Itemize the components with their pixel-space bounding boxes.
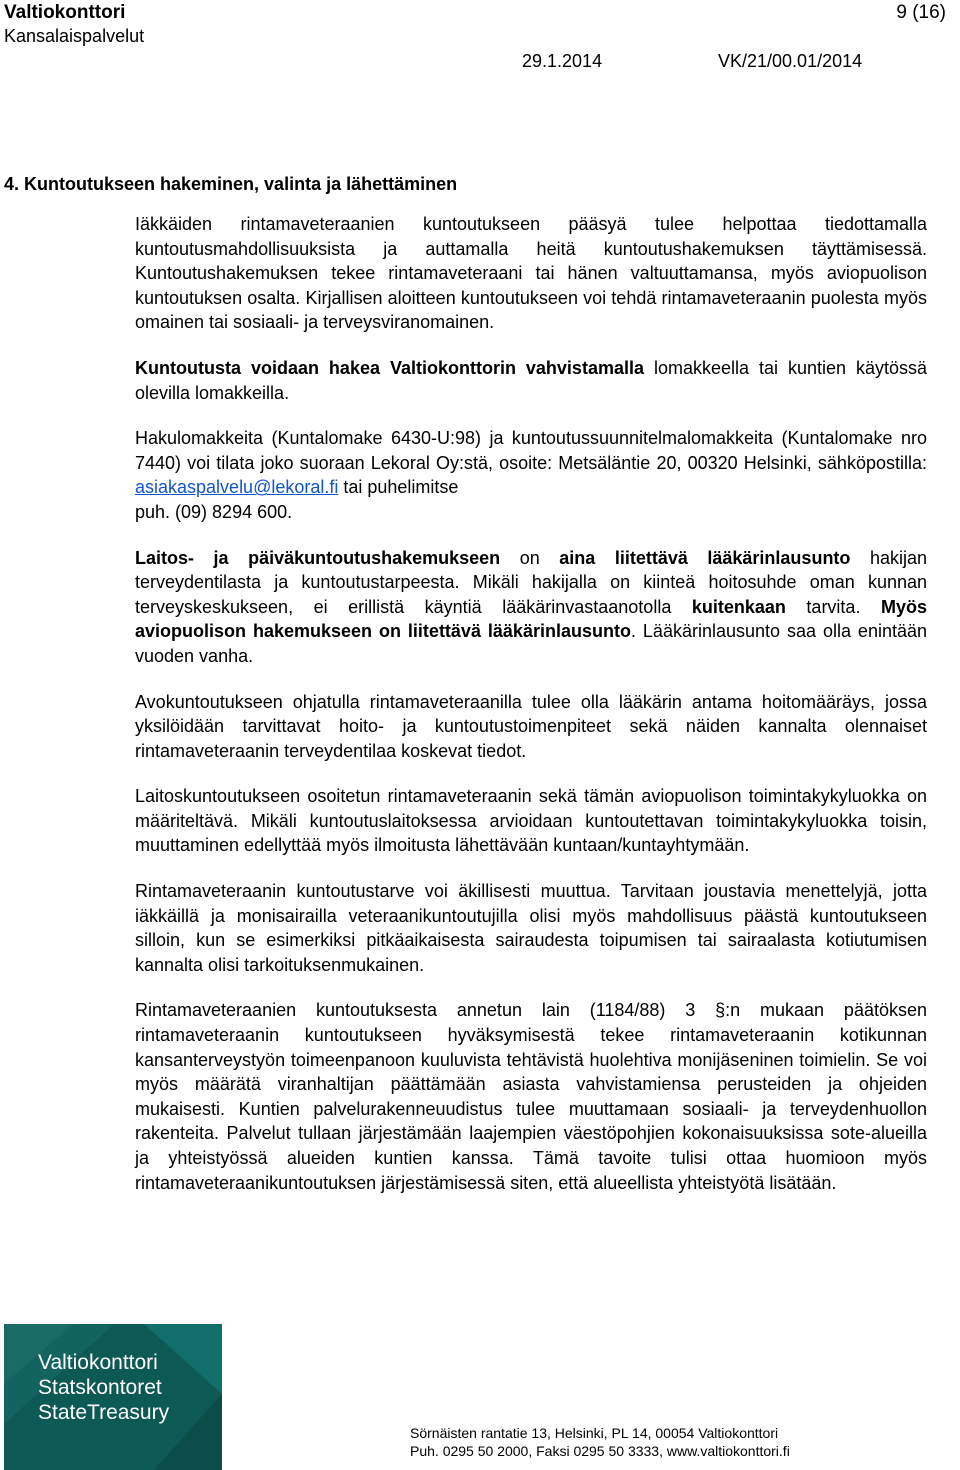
header-date: 29.1.2014 — [522, 51, 603, 71]
footer-address: Sörnäisten rantatie 13, Helsinki, PL 14, 00054 Valtiokonttori — [410, 1425, 779, 1441]
paragraph-2-bold: Kuntoutusta voidaan hakea Valtiokonttorin vahvistamalla — [135, 357, 644, 378]
page-number: 9 (16) — [896, 2, 946, 23]
paragraph-8: Rintamaveteraanien kuntoutuksesta annetun lain (1184/88) 3 §:n mukaan päätöksen rintamaveteraanin kuntoutukseen hyväksymisestä tekee rintamaveteraanin kotikunnan kansanterveystyön toimeenpanoon kuuluvista tehtävistä huolehtiva monijäseninen toimielin. Se voi myös määrätä viranhaltijan päättämään asiasta vahvistamiensa perusteiden ja ohjeiden mukaisesti. Kuntien palvelurakenneuudistus tulee muuttamaan sosiaali- ja terveydenhuollon rakenteita. Palvelut tullaan järjestämään laajempien väestöpohjien kokonaisuuksissa sote-alueilla ja yhteistyössä alueiden kuntien kanssa. Tämä tavoite tulisi ottaa huomioon myös rintamaveteraanikuntoutuksen järjestämisessä siten, että alueellista yhteistyötä lisätään. — [135, 1000, 927, 1193]
header-unit: Kansalaispalvelut — [4, 26, 145, 46]
paragraph-6: Laitoskuntoutukseen osoitetun rintamaveteraanin sekä tämän aviopuolison toimintakykyluokka on määriteltävä. Mikäli kuntoutuslaitoksessa arvioidaan kuntoutettavan toimintakykyluokka toisin, muuttaminen edellyttää myös ilmoitusta lähettävään kuntaan/kuntayhtymään. — [135, 786, 927, 856]
paragraph-4-text-1: on — [500, 547, 560, 568]
logo-line-2: Statskontoret — [38, 1376, 162, 1399]
page-footer — [410, 1424, 790, 1460]
logo-text — [38, 1350, 169, 1425]
paragraph-4-text-4: . Lääkärinlausunto saa olla enintään vuoden vanha. — [135, 621, 927, 666]
paragraph-3 — [135, 426, 927, 500]
section-title: 4. Kuntoutukseen hakeminen, valinta ja lähettäminen — [4, 174, 458, 194]
email-link[interactable]: asiakaspalvelu@lekoral.fi — [135, 477, 339, 498]
logo-line-1: Valtiokonttori — [38, 1351, 158, 1374]
paragraph-4-bold-2: aina liitettävä lääkärinlausunto — [559, 547, 851, 568]
paragraph-4-text-3: tarvita. — [785, 596, 881, 617]
paragraph-4-bold-3: kuitenkaan — [691, 596, 786, 617]
paragraph-3-text-a: Hakulomakkeita (Kuntalomake 6430-U:98) ja kuntoutussuunnitelmalomakkeita (Kuntalomake nro 7440) voi tilata joko suoraan Lekoral Oy:stä, osoite: Metsäläntie 20, 00320 Helsinki, sähköpostilla: — [135, 428, 927, 473]
paragraph-4-bold-1: Laitos- ja päiväkuntoutushakemukseen — [135, 547, 501, 568]
paragraph-3-text-b: tai puhelimitse — [338, 477, 459, 498]
paragraph-4-bold-4: Myös aviopuolison hakemukseen on liitettävä lääkärinlausunto — [135, 596, 927, 642]
header-org: Valtiokonttori — [4, 2, 126, 23]
header-reference: VK/21/00.01/2014 — [718, 51, 863, 71]
footer-contact: Puh. 0295 50 2000, Faksi 0295 50 3333, www.valtiokonttori.fi — [410, 1443, 790, 1459]
logo-line-3: StateTreasury — [38, 1401, 170, 1424]
valtiokonttori-logo — [4, 1324, 222, 1470]
paragraph-2 — [135, 356, 927, 405]
paragraph-3-phone: puh. (09) 8294 600. — [135, 501, 293, 522]
paragraph-7: Rintamaveteraanin kuntoutustarve voi äkillisesti muuttua. Tarvitaan joustavia menettelyjä, jotta iäkkäillä ja monisairailla veteraanikuntoutujilla olisi myös mahdollisuus päästä kuntoutukseen silloin, kun se esimerkiksi pitkäaikaisesta sairaudesta toipumisen tai sairaalasta kotiutumisen kannalta olisi tarkoituksenmukainen. — [135, 881, 927, 975]
paragraph-5: Avokuntoutukseen ohjatulla rintamaveteraanilla tulee olla lääkärin antama hoitomääräys, jossa yksilöidään tarvittavat hoito- ja kuntoutustoimenpiteet sekä näiden kannalta olennaiset rintamaveteraanin terveydentilaa koskevat tiedot. — [135, 691, 927, 761]
paragraph-2-text: lomakkeella tai kuntien käytössä olevilla lomakkeilla. — [135, 357, 927, 403]
paragraph-1: Iäkkäiden rintamaveteraanien kuntoutukseen pääsyä tulee helpottaa tiedottamalla kuntoutusmahdollisuuksista ja auttamalla heitä kuntoutushakemuksen täyttämisessä. Kuntoutushakemuksen tekee rintamaveteraani tai hänen valtuuttamansa, myös aviopuolison kuntoutuksen osalta. Kirjallisen aloitteen kuntoutukseen voi tehdä rintamaveteraanin puolesta myös omainen tai sosiaali- ja terveysviranomainen. — [135, 214, 927, 333]
document-body — [135, 212, 927, 1216]
paragraph-4 — [135, 546, 927, 669]
paragraph-4-text-2: hakijan terveydentilasta ja kuntoutustarpeesta. Mikäli hakijalla on kiinteä hoitosuhde oman kunnan terveyskeskukseen, ei erillistä käyntiä lääkärinvastaanotolla — [135, 547, 928, 617]
